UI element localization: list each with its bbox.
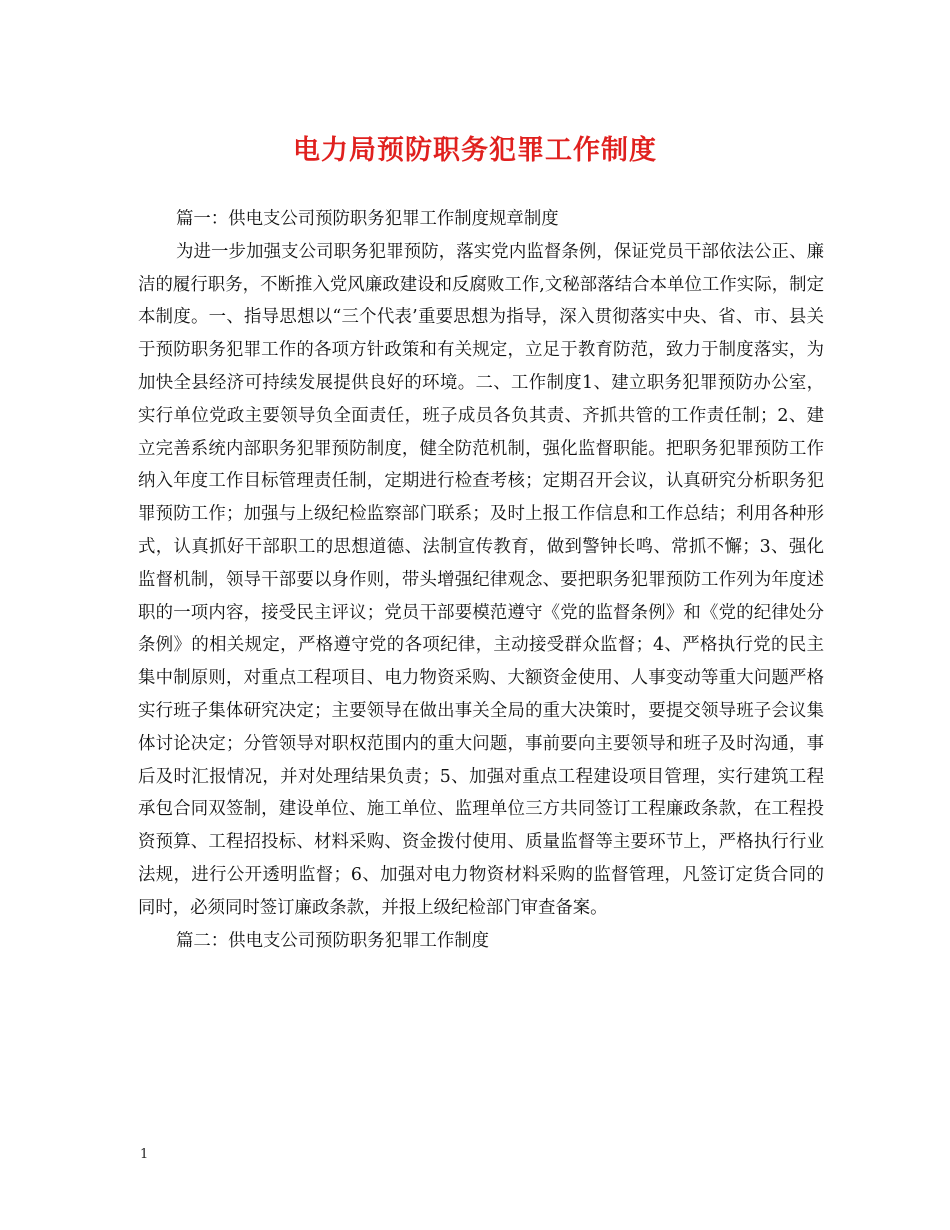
section-heading-2: 篇二：供电支公司预防职务犯罪工作制度 [176, 930, 490, 951]
document-body [138, 203, 824, 957]
section-body-1: 为进一步加强支公司职务犯罪预防，落实党内监督条例，保证党员干部依法公正、廉洁的履行职务，不断推入党风廉政建设和反腐败工作,文秘部落结合本单位工作实际，制定本制度。一、指导思想以“三个代表’重要思想为指导，深入贯彻落实中央、省、市、县关于预防职务犯罪工作的各项方针政策和有关规定，立足于教育防范，致力于制度落实，为加快全县经济可持续发展提供良好的环境。二、工作制度1、建立职务犯罪预防办公室，实行单位党政主要领导负全面责任，班子成员各负其责、齐抓共管的工作责任制；2、建立完善系统内部职务犯罪预防制度，健全防范机制，强化监督职能。把职务犯罪预防工作纳入年度工作目标管理责任制，定期进行检查考核；定期召开会议，认真研究分析职务犯罪预防工作；加强与上级纪检监察部门联系；及时上报工作信息和工作总结；利用各种形式，认真抓好干部职工的思想道德、法制宣传教育，做到警钟长鸣、常抓不懈；3、强化监督机制，领导干部要以身作则，带头增强纪律观念、要把职务犯罪预防工作列为年度述职的一项内容，接受民主评议；党员干部要模范遵守《党的监督条例》和《党的纪律处分条例》的相关规定，严格遵守党的各项纪律，主动接受群众监督；4、严格执行党的民主集中制原则，对重点工程项目、电力物资采购、大额资金使用、人事变动等重大问题严格实行班子集体研究决定；主要领导在做出事关全局的重大决策时，要提交领导班子会议集体讨论决定；分管领导对职权范围内的重大问题，事前要向主要领导和班子及时沟通，事后及时汇报情况，并对处理结果负责；5、加强对重点工程建设项目管理，实行建筑工程承包合同双签制，建设单位、施工单位、监理单位三方共同签订工程廉政条款，在工程投资预算、工程招投标、材料采购、资金拨付使用、质量监督等主要环节上，严格执行行业法规，进行公开透明监督；6、加强对电力物资材料采购的监督管理，凡签订定货合同的同时，必须同时签订廉政条款，并报上级纪检部门审查备案。 [138, 241, 824, 918]
document-title: 电力局预防职务犯罪工作制度 [293, 135, 657, 166]
page-number: 1 [140, 1147, 149, 1162]
section-heading-1: 篇一：供电支公司预防职务犯罪工作制度规章制度 [176, 209, 559, 229]
